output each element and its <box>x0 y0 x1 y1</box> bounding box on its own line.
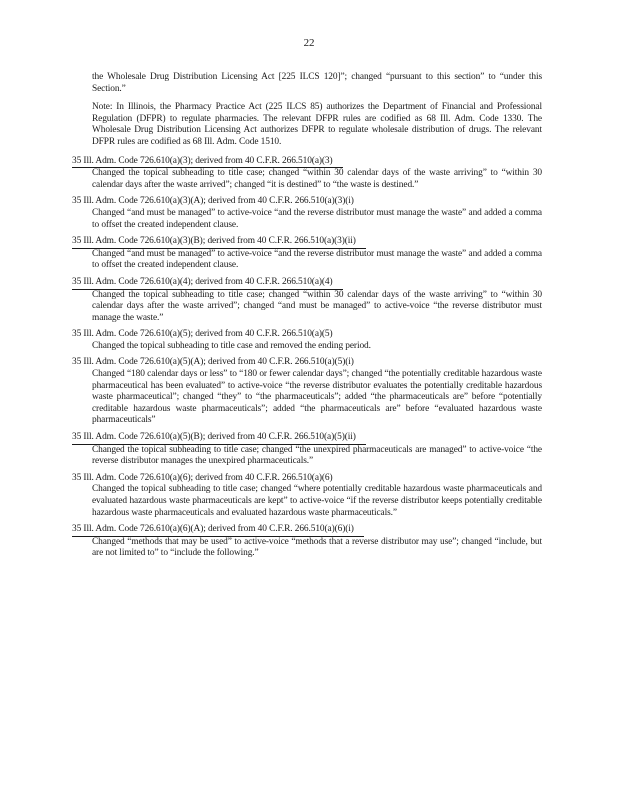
entry-1 <box>72 156 542 192</box>
entry-change: Changed “methods that may be used” to active-voice “methods that a reverse distributor may use”; changed “include, but are not limited to” to “include the following.” <box>92 536 542 559</box>
entry-change: Changed the topical subheading to title case; changed “where potentially creditable hazardous waste pharmaceuticals and evaluated hazardous waste pharmaceuticals are kept” to active-voice “if the reverse distributor keeps potentially creditable hazardous waste pharmaceuticals and evaluated hazardous waste pharmaceuticals.” <box>92 484 542 518</box>
entry-citation: 35 Ill. Adm. Code 726.610(a)(5); derived from 40 C.F.R. 266.510(a)(5) <box>72 329 333 340</box>
entry-6 <box>72 357 542 427</box>
entry-change: Changed the topical subheading to title case and removed the ending period. <box>92 340 371 351</box>
entry-change: Changed the topical subheading to title case; changed “the unexpired pharmaceuticals are managed” to active-voice “the reverse distributor manages the unexpired pharmaceuticals.” <box>92 444 542 467</box>
entry-citation: 35 Ill. Adm. Code 726.610(a)(4); derived from 40 C.F.R. 266.510(a)(4) <box>72 277 343 290</box>
continued-paragraph: the Wholesale Drug Distribution Licensing Act [225 ILCS 120]”; changed “pursuant to this section” to “under this Section.” <box>92 72 542 94</box>
entry-3 <box>72 236 542 272</box>
entry-change: Changed “180 calendar days or less” to “180 or fewer calendar days”; changed “the potentially creditable hazardous waste pharmaceutical has been evaluated” to active-voice “the reverse distributor evaluates the potentially creditable hazardous waste pharmaceutical”; changed “they” to “the pharmaceuticals”; added “the pharmaceuticals are” before “potentially creditable hazardous waste pharmaceuticals”; added “the pharmaceuticals are” before “evaluated hazardous waste pharmaceuticals” <box>92 369 542 426</box>
entry-citation: 35 Ill. Adm. Code 726.610(a)(3)(B); derived from 40 C.F.R. 266.510(a)(3)(ii) <box>72 236 366 249</box>
note-paragraph: Note: In Illinois, the Pharmacy Practice Act (225 ILCS 85) authorizes the Department of Financial and Professional Regulation (DFPR) to regulate pharmacies. The relevant DFPR rules are codified as 68 Ill. Adm. Code 1330. The Wholesale Drug Distribution Licensing Act authorizes DFPR to regulate wholesale distribution of drugs. The relevant DFPR rules are codified as 68 Ill. Adm. Code 1510. <box>92 102 542 147</box>
entry-citation: 35 Ill. Adm. Code 726.610(a)(6)(A); derived from 40 C.F.R. 266.510(a)(6)(i) <box>72 524 364 537</box>
entry-9 <box>72 524 542 560</box>
entry-citation: 35 Ill. Adm. Code 726.610(a)(5)(A); derived from 40 C.F.R. 266.510(a)(5)(i) <box>72 357 354 368</box>
entry-change: Changed “and must be managed” to active-voice “and the reverse distributor must manage the waste” and added a comma to offset the created independent clause. <box>92 207 542 230</box>
entry-citation: 35 Ill. Adm. Code 726.610(a)(5)(B); derived from 40 C.F.R. 266.510(a)(5)(ii) <box>72 432 366 445</box>
page-number: 22 <box>303 37 315 49</box>
entry-change: Changed the topical subheading to title case; changed “within 30 calendar days of the waste arriving” to “within 30 calendar days after the waste arrived”; changed “it is destined” to “the waste is destined.” <box>92 168 542 190</box>
entry-citation: 35 Ill. Adm. Code 726.610(a)(3); derived from 40 C.F.R. 266.510(a)(3) <box>72 156 343 169</box>
entry-8 <box>72 473 542 519</box>
entry-citation: 35 Ill. Adm. Code 726.610(a)(6); derived from 40 C.F.R. 266.510(a)(6) <box>72 472 333 483</box>
entry-2 <box>72 196 542 231</box>
entry-7 <box>72 432 542 468</box>
entry-4 <box>72 277 542 324</box>
entry-5 <box>72 329 542 352</box>
entry-change: Changed “and must be managed” to active-voice “and the reverse distributor must manage the waste” and added a comma to offset the created independent clause. <box>92 248 542 271</box>
entry-citation: 35 Ill. Adm. Code 726.610(a)(3)(A); derived from 40 C.F.R. 266.510(a)(3)(i) <box>72 196 354 207</box>
entry-change: Changed the topical subheading to title case; changed “within 30 calendar days of the waste arriving” to “within 30 calendar days after the waste arrived”; changed “and must be managed” to active-voice “the reverse distributor must manage the waste.” <box>92 289 542 323</box>
page-content <box>72 72 542 565</box>
